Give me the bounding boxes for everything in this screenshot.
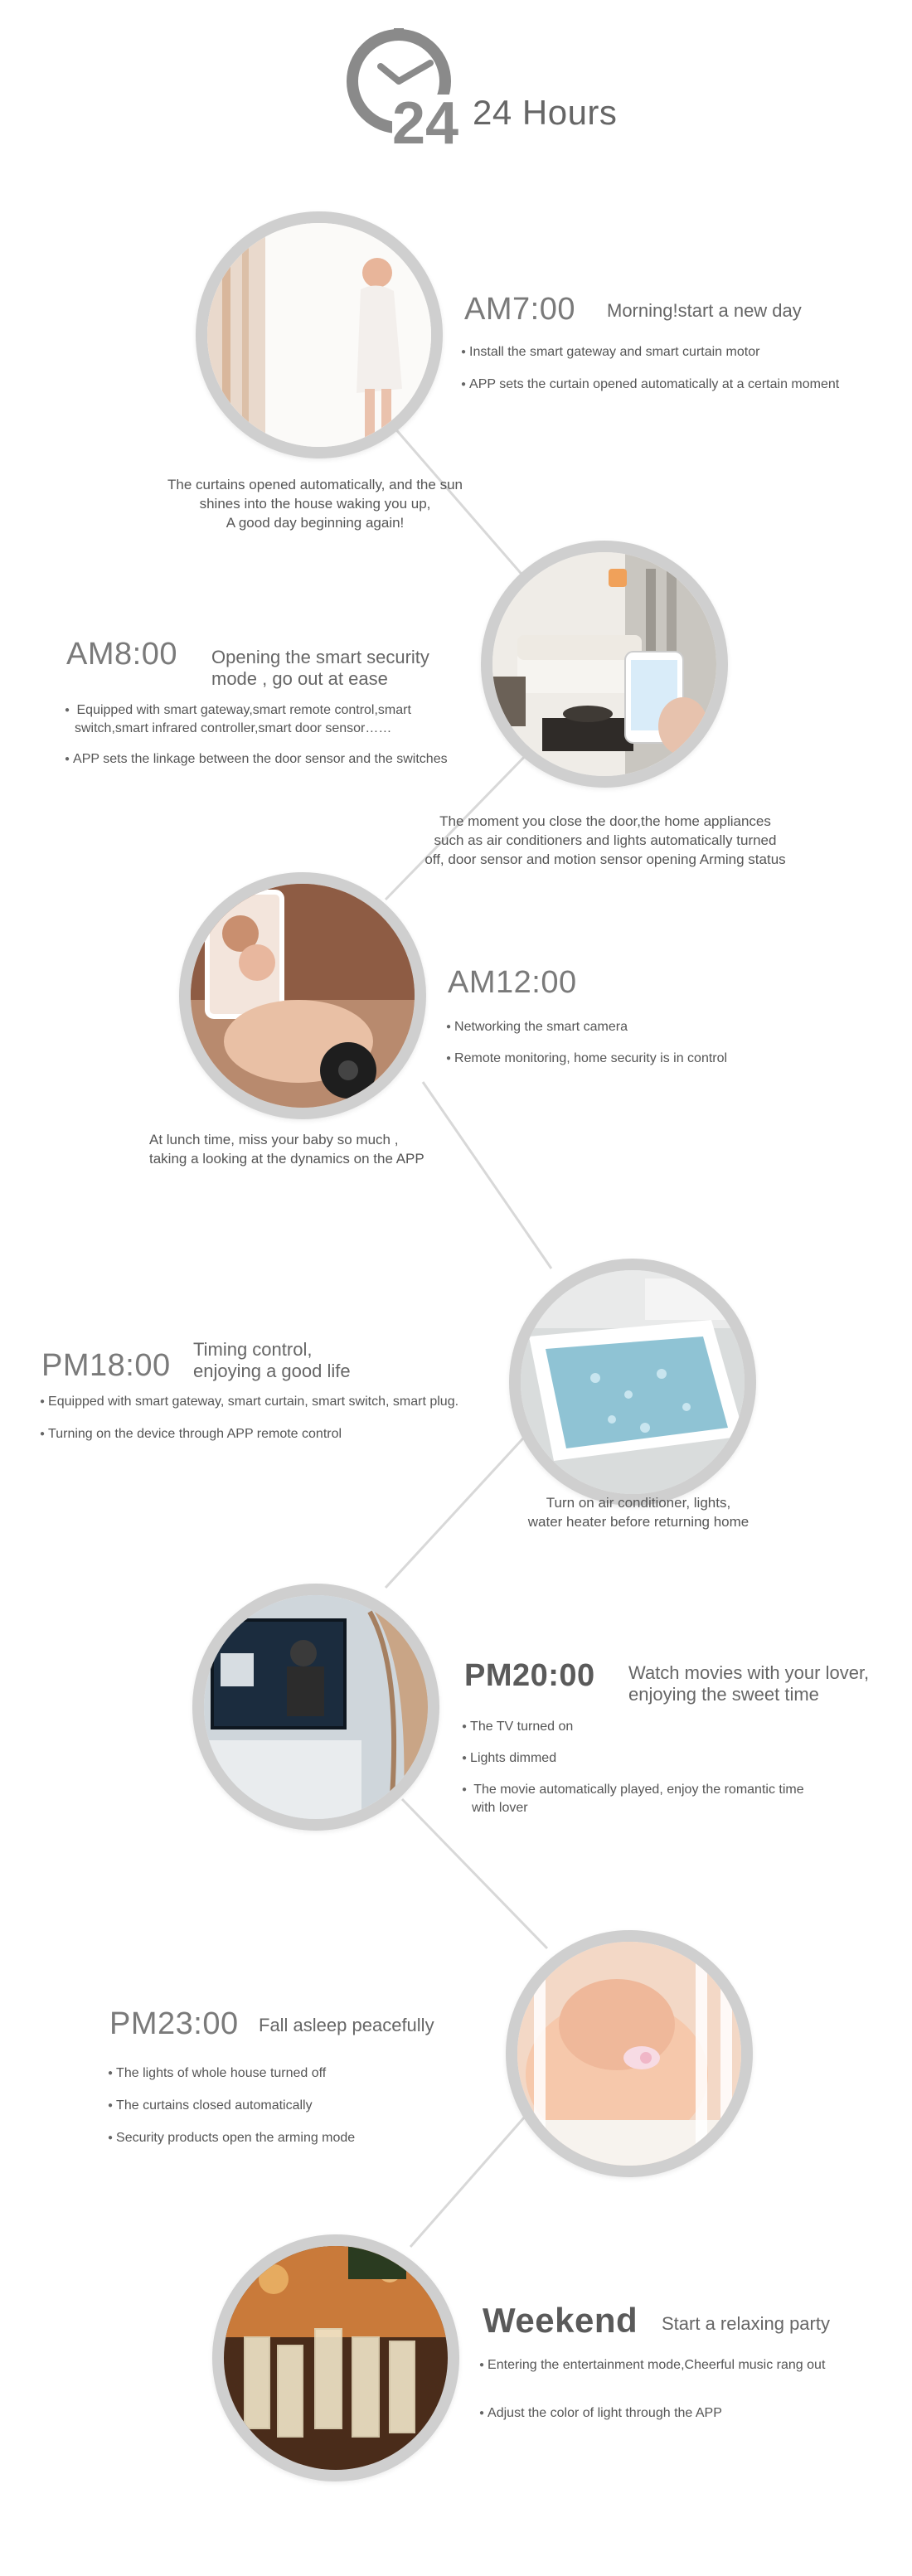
baby-camera-photo [179, 872, 426, 1119]
section-time: AM12:00 [448, 965, 577, 1000]
section-subtitle: Start a relaxing party [662, 2313, 830, 2334]
feature-bullet: ● Equipped with smart gateway, smart curtain, smart switch, smart plug. [40, 1393, 458, 1411]
sleeping-baby-photo [506, 1930, 753, 2177]
section-time: PM23:00 [109, 2006, 239, 2041]
feature-bullet: ● The curtains closed automatically [108, 2097, 313, 2115]
feature-bullet: ● APP sets the linkage between the door sensor and the switches [65, 750, 448, 769]
section-caption: At lunch time, miss your baby so much , taking a looking at the dynamics on the APP [149, 1132, 424, 1167]
section-subtitle: Morning!start a new day [607, 300, 802, 321]
living-room-app-photo [481, 541, 728, 788]
section-time: Weekend [483, 2301, 638, 2340]
feature-bullet: ● Lights dimmed [462, 1749, 556, 1768]
feature-bullet: ● Entering the entertainment mode,Cheerful music rang out [479, 2356, 825, 2375]
section-subtitle: Opening the smart security mode , go out at ease [211, 647, 429, 690]
bathtub-photo [509, 1259, 756, 1506]
section-subtitle: Fall asleep peacefully [259, 2015, 434, 2035]
section-time: PM20:00 [464, 1658, 595, 1693]
feature-bullet: ● Security products open the arming mode [108, 2129, 355, 2147]
feature-bullet: ● Equipped with smart gateway,smart remote control,smart switch,smart infrared controller,smart door sensor…… [65, 701, 479, 737]
section-time: PM18:00 [41, 1348, 171, 1383]
section-caption: Turn on air conditioner, lights, water heater before returning home [527, 1495, 749, 1530]
movie-night-photo [192, 1584, 439, 1831]
section-subtitle: Timing control, enjoying a good life [193, 1339, 351, 1382]
page-title: 24 Hours [473, 93, 618, 132]
feature-bullet: ● Turning on the device through APP remote control [40, 1425, 342, 1443]
feature-bullet: ● Install the smart gateway and smart curtain motor [461, 343, 759, 361]
section-time: AM8:00 [66, 637, 177, 672]
feature-bullet: ● Remote monitoring, home security is in control [446, 1050, 727, 1068]
section-caption: The moment you close the door,the home appliances such as air conditioners and lights automatically turned off, door sensor and motion sensor opening Arming status [424, 813, 786, 867]
party-champagne-photo [212, 2234, 459, 2481]
feature-bullet: ● Networking the smart camera [446, 1018, 628, 1036]
feature-bullet: ● The lights of whole house turned off [108, 2064, 326, 2083]
feature-bullet: ● The movie automatically played, enjoy the romantic time with lover [462, 1781, 876, 1817]
section-time: AM7:00 [464, 292, 575, 327]
morning-curtain-photo [196, 211, 443, 458]
section-caption: The curtains opened automatically, and the sun shines into the house waking you up, A good day beginning again! [167, 477, 463, 531]
feature-bullet: ● The TV turned on [462, 1718, 573, 1736]
feature-bullet: ● APP sets the curtain opened automatically at a certain moment [461, 376, 839, 394]
feature-bullet: ● Adjust the color of light through the APP [479, 2404, 722, 2423]
section-subtitle: Watch movies with your lover, enjoying the sweet time [628, 1662, 870, 1705]
clock-24-icon [344, 27, 460, 148]
clock-number: 24 [391, 90, 459, 148]
